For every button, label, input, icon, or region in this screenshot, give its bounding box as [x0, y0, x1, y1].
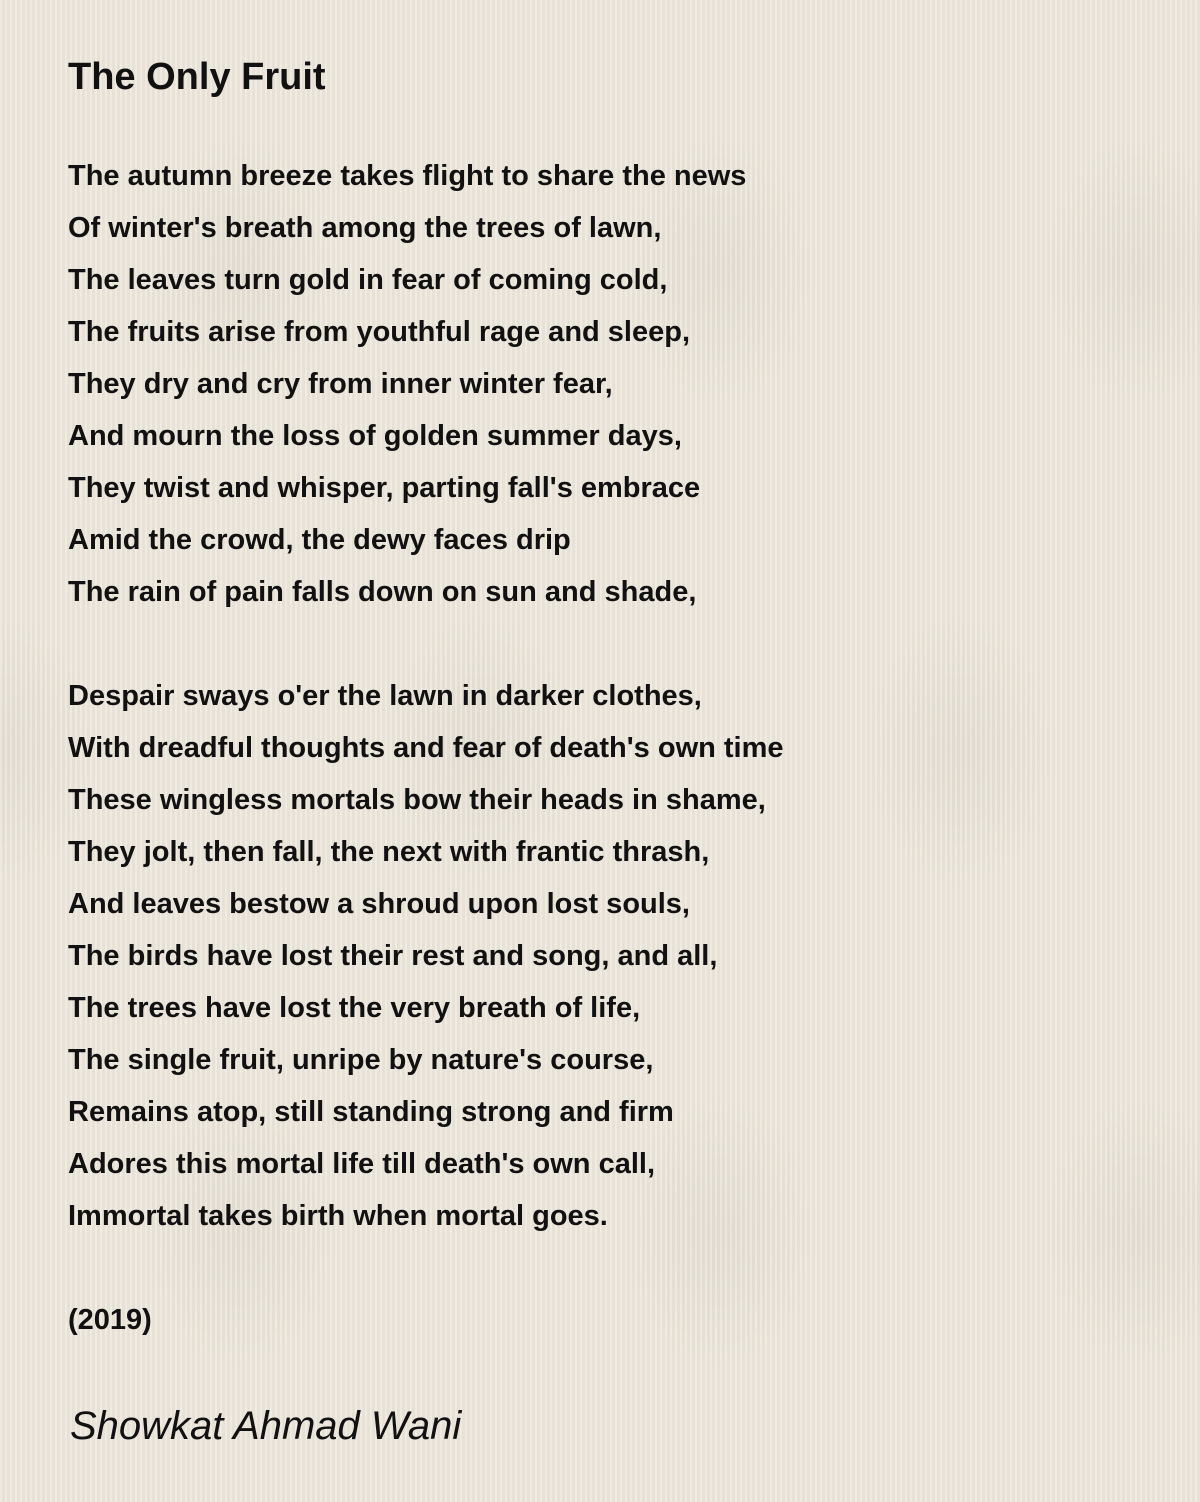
poem-line: Despair sways o'er the lawn in darker clothes, [68, 680, 702, 712]
poem-line: The trees have lost the very breath of life, [68, 992, 641, 1024]
poem-line: Immortal takes birth when mortal goes. [68, 1200, 608, 1232]
poem-line: The leaves turn gold in fear of coming cold, [68, 264, 668, 296]
poem-line: With dreadful thoughts and fear of death's own time [68, 732, 784, 764]
poem-line: Remains atop, still standing strong and firm [68, 1096, 674, 1128]
poem-line: They dry and cry from inner winter fear, [68, 368, 613, 400]
poem-line: The birds have lost their rest and song, and all, [68, 940, 718, 972]
poem-line: And mourn the loss of golden summer days, [68, 420, 682, 452]
poem-line: Of winter's breath among the trees of lawn, [68, 212, 662, 244]
poem-line: The fruits arise from youthful rage and sleep, [68, 316, 691, 348]
stanza-1 [68, 150, 1168, 618]
poem-line: Amid the crowd, the dewy faces drip [68, 524, 571, 556]
poem-line: The autumn breeze takes flight to share the news [68, 160, 747, 192]
poem-line: They twist and whisper, parting fall's embrace [68, 472, 701, 504]
poem-line: And leaves bestow a shroud upon lost souls, [68, 888, 690, 920]
poem-body [68, 150, 1168, 1398]
stanza-2 [68, 670, 1168, 1242]
poem-line: Adores this mortal life till death's own call, [68, 1148, 656, 1180]
poem-line: The rain of pain falls down on sun and shade, [68, 576, 697, 608]
poem-year: (2019) [68, 1304, 152, 1336]
stanza-date [68, 1294, 1168, 1346]
poem-line: The single fruit, unripe by nature's course, [68, 1044, 654, 1076]
author-signature: Showkat Ahmad Wani [70, 1404, 462, 1448]
poem-line: They jolt, then fall, the next with frantic thrash, [68, 836, 710, 868]
poem-title: The Only Fruit [68, 56, 326, 98]
poem-line: These wingless mortals bow their heads in shame, [68, 784, 766, 816]
